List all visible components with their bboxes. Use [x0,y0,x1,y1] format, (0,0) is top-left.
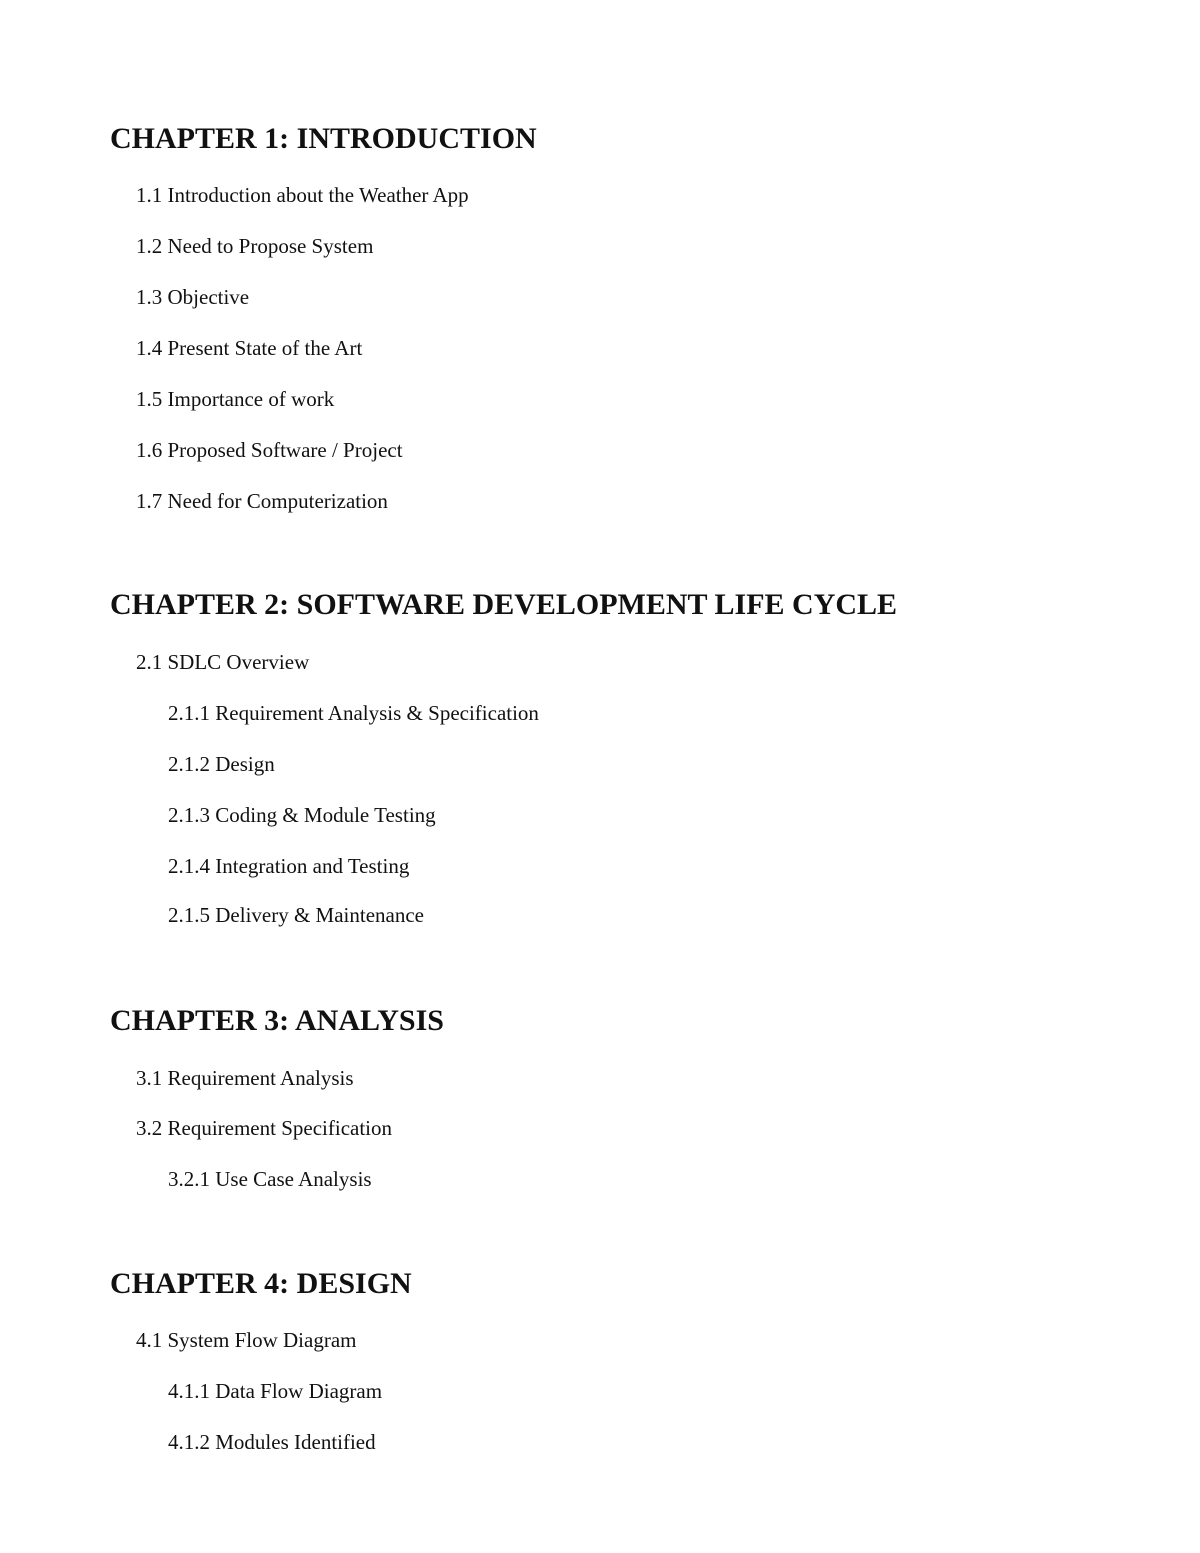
toc-item-1-6: 1.6 Proposed Software / Project [136,438,403,462]
toc-item-2-1-3: 2.1.3 Coding & Module Testing [168,803,436,827]
toc-item-2-1-4: 2.1.4 Integration and Testing [168,854,410,878]
toc-item-1-5: 1.5 Importance of work [136,387,335,411]
toc-item-1-2: 1.2 Need to Propose System [136,234,374,258]
chapter-3-heading: CHAPTER 3: ANALYSIS [110,1004,444,1037]
chapter-1-heading: CHAPTER 1: INTRODUCTION [110,122,537,155]
toc-item-2-1-2: 2.1.2 Design [168,752,275,776]
toc-item-3-2: 3.2 Requirement Specification [136,1116,393,1140]
toc-item-1-1: 1.1 Introduction about the Weather App [136,183,469,207]
toc-item-4-1-1: 4.1.1 Data Flow Diagram [168,1379,383,1403]
toc-item-4-1-2: 4.1.2 Modules Identified [168,1430,376,1454]
toc-item-2-1-1: 2.1.1 Requirement Analysis & Specification [168,701,539,725]
toc-item-1-4: 1.4 Present State of the Art [136,336,363,360]
toc-item-2-1: 2.1 SDLC Overview [136,650,310,674]
toc-item-1-3: 1.3 Objective [136,285,250,309]
toc-item-1-7: 1.7 Need for Computerization [136,489,388,513]
toc-item-3-2-1: 3.2.1 Use Case Analysis [168,1167,372,1191]
toc-item-2-1-5: 2.1.5 Delivery & Maintenance [168,903,424,927]
toc-item-3-1: 3.1 Requirement Analysis [136,1066,354,1090]
toc-item-4-1: 4.1 System Flow Diagram [136,1328,357,1352]
chapter-2-heading: CHAPTER 2: SOFTWARE DEVELOPMENT LIFE CYCLE [110,588,898,621]
chapter-4-heading: CHAPTER 4: DESIGN [110,1267,412,1300]
